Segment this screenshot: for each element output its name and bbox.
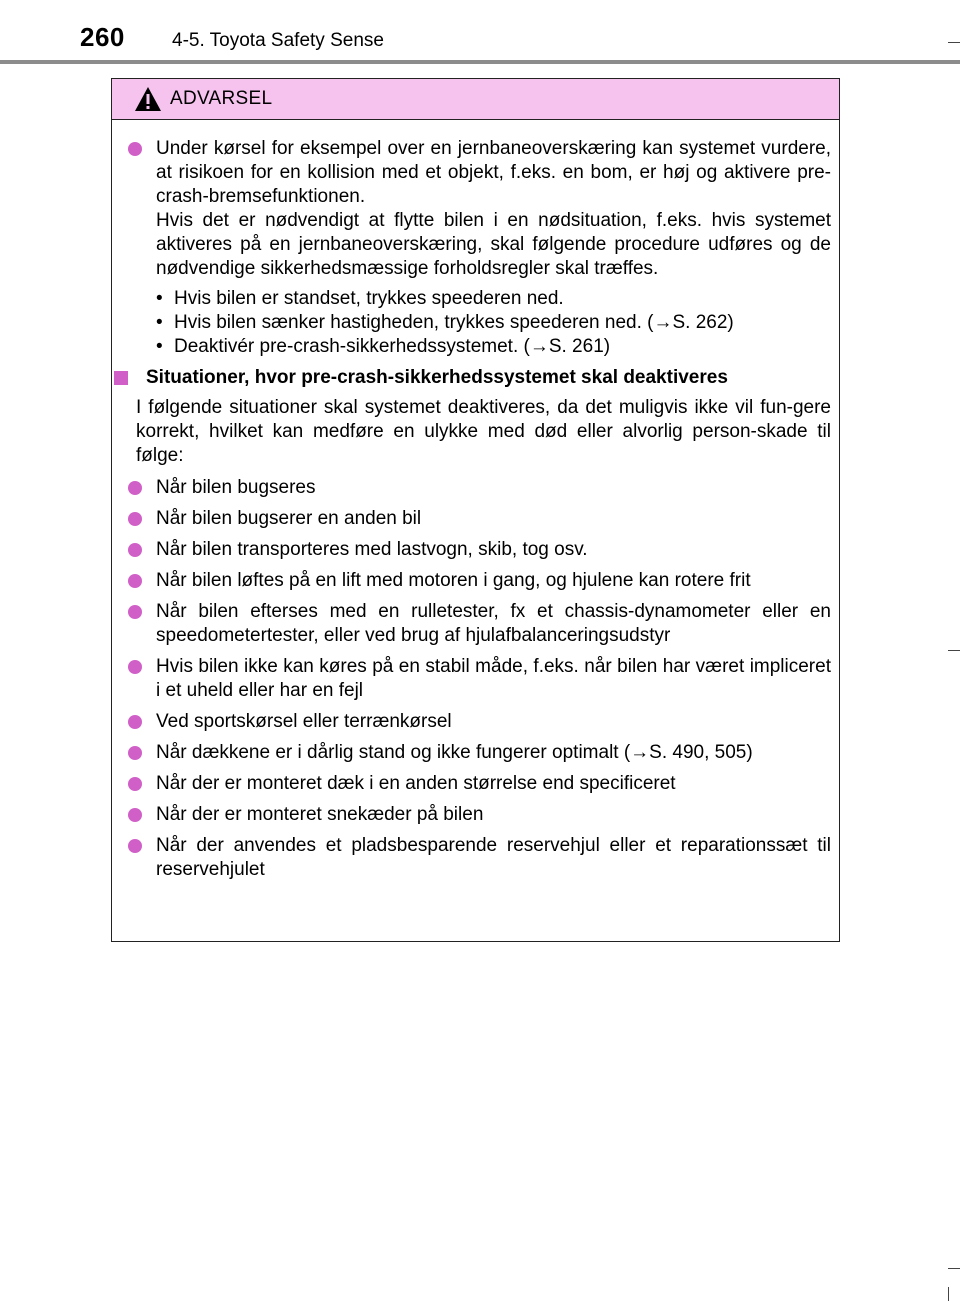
list-item-text: Ved sportskørsel eller terrænkørsel — [156, 711, 452, 732]
warning-content — [126, 137, 831, 889]
bullet-dot-icon — [128, 543, 142, 557]
list-item — [126, 476, 831, 500]
list-item — [126, 803, 831, 827]
bullet-dot-icon — [128, 808, 142, 822]
bullet-dot-icon — [128, 839, 142, 853]
list-item — [126, 655, 831, 703]
intro-paragraph: I følgende situationer skal systemet deaktiveres, da det muligvis ikke vil fun-gere korrekt, hvilket kan medføre en ulykke med død eller alvorlig person-skade til følge: — [136, 397, 831, 466]
list-item-text: Når bilen efterses med en rulletester, fx et chassis-dynamometer eller en speedometertester, eller ved brug af hjulafbalanceringsudstyr — [156, 601, 831, 646]
warning-triangle-icon — [134, 86, 162, 112]
list-item-text: Når der er monteret snekæder på bilen — [156, 804, 484, 825]
list-item — [126, 600, 831, 648]
list-item — [126, 772, 831, 796]
bullet-dot-icon — [128, 512, 142, 526]
section-title: 4-5. Toyota Safety Sense — [172, 30, 384, 51]
bullet-dot-icon — [128, 481, 142, 495]
list-item-text: Når bilen løftes på en lift med motoren i gang, og hjulene kan rotere frit — [156, 570, 751, 591]
list-item — [126, 569, 831, 593]
procedure-item: • Hvis bilen er standset, trykkes speederen ned. — [156, 287, 831, 311]
list-item-text: Når bilen bugseres — [156, 477, 316, 498]
bullet-dot-icon — [128, 746, 142, 760]
subheading-text: Situationer, hvor pre-crash-sikkerhedssystemet skal deaktiveres — [146, 367, 728, 388]
list-item — [126, 834, 831, 882]
subheading — [126, 366, 831, 390]
procedure-item: • Deaktivér pre-crash-sikkerhedssystemet. (→S. 261) — [156, 335, 831, 359]
bullet-dot-icon — [128, 142, 142, 156]
paragraph: Hvis det er nødvendigt at flytte bilen i en nødsituation, f.eks. hvis systemet aktiveres på en jernbaneoverskæring, skal følgende procedure udføres og de nødvendige sikkerhedsmæssige forholdsregler skal træffes. — [156, 210, 831, 279]
procedure-item: • Hvis bilen sænker hastigheden, trykkes speederen ned. (→S. 262) — [156, 311, 831, 335]
list-item-text: Når bilen bugserer en anden bil — [156, 508, 422, 529]
paragraph: Under kørsel for eksempel over en jernbaneoverskæring kan systemet vurdere, at risikoen for en kollision med et objekt, f.eks. en bom, er høj og aktivere pre-crash-bremsefunktionen. — [156, 138, 831, 207]
crop-mark-middle — [948, 650, 960, 651]
list-item-text: Når bilen transporteres med lastvogn, skib, tog osv. — [156, 539, 588, 560]
header-rule — [0, 60, 960, 64]
warning-box — [111, 78, 840, 942]
warning-header — [112, 79, 839, 120]
list-item — [126, 507, 831, 531]
bullet-dot-icon — [128, 605, 142, 619]
crop-mark-top — [948, 42, 960, 43]
list-item — [126, 538, 831, 562]
crop-mark-bottom — [948, 1268, 960, 1269]
square-marker-icon — [114, 371, 128, 385]
list-item-text: Når der anvendes et pladsbesparende reservehjul eller et reparationssæt til reservehjulet — [156, 835, 831, 880]
page-number: 260 — [80, 22, 125, 52]
list-item-text: Når dækkene er i dårlig stand og ikke fungerer optimalt (→S. 490, 505) — [156, 742, 753, 763]
crop-mark-edge — [948, 1287, 949, 1301]
procedure-list — [156, 287, 831, 359]
bullet-dot-icon — [128, 574, 142, 588]
list-item-text: Hvis bilen ikke kan køres på en stabil måde, f.eks. når bilen har været impliceret i et uheld eller har en fejl — [156, 656, 831, 701]
list-item-text: Når der er monteret dæk i en anden størrelse end specificeret — [156, 773, 676, 794]
list-item — [126, 741, 831, 765]
warning-title: ADVARSEL — [170, 88, 273, 109]
bullet-dot-icon — [128, 660, 142, 674]
page-header — [0, 0, 960, 64]
first-bullet — [126, 137, 831, 359]
bullet-dot-icon — [128, 715, 142, 729]
bullet-dot-icon — [128, 777, 142, 791]
list-item — [126, 710, 831, 734]
